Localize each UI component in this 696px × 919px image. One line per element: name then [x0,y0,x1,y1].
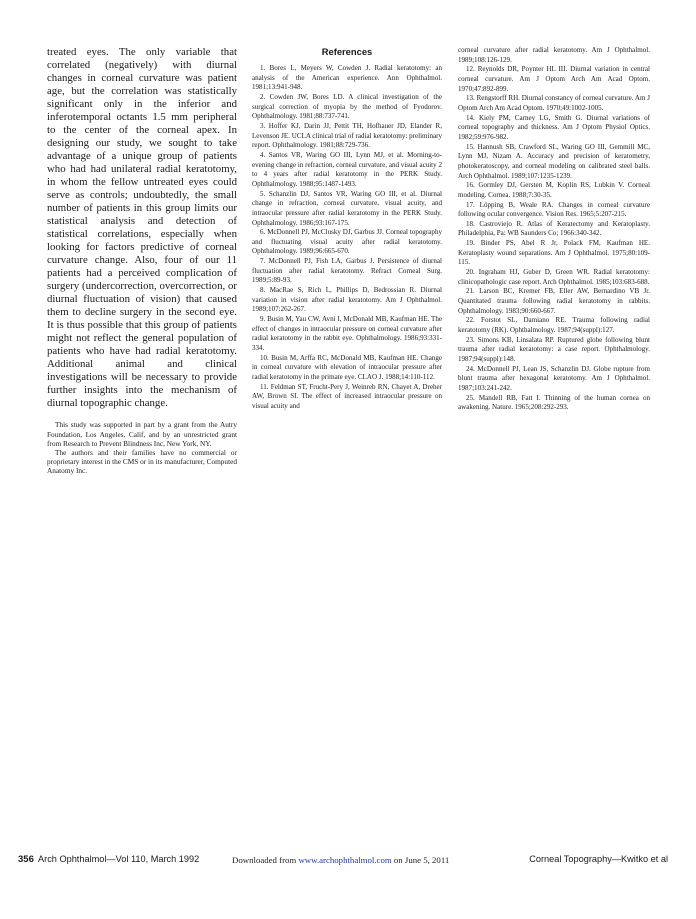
download-prefix: Downloaded from [232,855,299,865]
reference-continuation: corneal curvature after radial keratotomy. Am J Ophthalmol. 1989;108:126-129. [458,46,650,64]
references-heading: References [321,46,373,57]
reference-item: 17. Löpping B, Weale RA. Changes in corneal curvature following ocular convergence. Vision Res. 1965;5:207-215. [458,200,650,219]
journal-citation: Arch Ophthalmol—Vol 110, March 1992 [38,854,200,864]
acknowledgment-funding: This study was supported in part by a grant from the Autry Foundation, Los Angeles, Calif, and by an unrestricted grant from Research to Prevent Blindness Inc, New York, NY. [47,420,237,448]
reference-item: 6. McDonnell PJ, McClusky DJ, Garbus JJ. Corneal topography and fluctuating visual acuity after radial keratotomy. Ophthalmology. 1989;96:665-670. [252,228,442,256]
acknowledgment-disclosure: The authors and their families have no commercial or proprietary interest in the CMS or in its manufacturer, Computed Anatomy Inc. [47,448,237,476]
reference-item: 20. Ingraham HJ, Guber D, Green WR. Radial keratotomy: clinicopathologic case report. Arch Ophthalmol. 1985;103:683-688. [458,268,650,286]
reference-item: 19. Binder PS, Abel R Jr, Polack FM, Kaufman HE. Keratoplasty wound separations. Am J Ophthalmol. 1975;80:109-115. [458,239,650,267]
reference-item: 15. Hannush SB, Crawford SL, Waring GO III, Gemmill MC, Lynn MJ, Nizam A. Accuracy and precision of keratometry, photokeratoscopy, and corneal modeling on calibrated steel balls. Arch Ophthalmol. 1989;107:1235-1239. [458,142,650,180]
download-suffix: on June 5, 2011 [391,855,450,865]
reference-item: 25. Mandell RB, Fatt I. Thinning of the human cornea on awakening. Nature. 1965;208:292-293. [458,393,650,412]
reference-item: 16. Gormley DJ, Gersten M, Koplin RS, Lubkin V. Corneal modeling. Cornea. 1988;7:30-35. [458,181,650,199]
reference-item: 23. Simons KB, Linsalata RP. Ruptured globe following blunt trauma after radial keratotomy: a case report. Ophthalmology. 1987;94(suppl):148. [458,335,650,363]
reference-item: 7. McDonnell PJ, Fish LA, Garbus J. Persistence of diurnal fluctuation after radial keratotomy. Refract Corneal Surg. 1989;5:89-93. [252,257,442,285]
reference-item: 22. Forstot SL, Damiano RE. Trauma following radial keratotomy (RK). Ophthalmology. 1987;94(suppl):127. [458,316,650,335]
reference-item: 9. Busin M, Yau CW, Avni I, McDonald MB, Kaufman HE. The effect of changes in intraocular pressure on corneal curvature after radial keratotomy in the rabbit eye. Ophthalmology. 1986;93:331-334. [252,315,442,353]
page-footer [0,853,696,867]
download-notice [232,855,449,865]
reference-item: 24. McDonnell PJ, Lean JS, Schanzlin DJ. Globe rupture from blunt trauma after hexagonal keratotomy. Am J Ophthalmol. 1987;103:241-242. [458,364,650,392]
references-column-middle [252,46,442,412]
reference-item: 10. Busin M, Arffa RC, McDonald MB, Kaufman HE. Change in corneal curvature with elevation of intraocular pressure after radial keratotomy in the primate eye. CLAO J. 1988;14:110-112. [252,353,442,381]
reference-item: 12. Reynolds DR, Poynter HL III. Diurnal variation in central corneal curvature. Am J Optom Arch Am Acad Optom. 1970;47:892-899. [458,65,650,93]
references-column-right [458,46,650,413]
page-number: 356 [18,854,34,865]
reference-item: 18. Castroviejo R. Atlas of Keratectomy and Keratoplasty. Philadelphia, Pa: WB Saunders Co; 1966:340-342. [458,219,650,238]
reference-item: 21. Larson BC, Kremer FB, Eller AW, Bernardino VB Jr. Quantitated trauma following radial keratotomy in rabbits. Ophthalmology. 1983;90:660-667. [458,287,650,315]
reference-item: 2. Cowden JW, Bores LD. A clinical investigation of the surgical correction of myopia by the method of Fyodorov. Ophthalmology. 1981;88:737-741. [252,92,442,121]
reference-item: 14. Kiely PM, Carney LG, Smith G. Diurnal variations of corneal topography and thickness. Am J Optom Physiol Optics. 1982;59:976-982. [458,113,650,141]
reference-item: 11. Feldman ST, Frucht-Pery J, Weinreb RN, Chayet A, Dreher AW, Brown SI. The effect of increased intraocular pressure on visual acuity and [252,382,442,410]
download-site-link[interactable]: www.archophthalmol.com [298,855,392,865]
reference-item: 13. Rengstorff RH. Diurnal constancy of corneal curvature. Am J Optom Arch Am Acad Optom. 1970;49:1002-1005. [458,94,650,112]
reference-item: 8. MacRae S, Rich L, Phillips D, Bedrossian R. Diurnal variation in vision after radial keratotomy. Am J Ophthalmol. 1989;107:262-267. [252,286,442,314]
reference-item: 3. Hoffer KJ, Darin JJ, Pettit TH, Hofhauer JD, Elander R, Levenson JE. UCLA clinical trial of radial keratotomy: preliminary report. Ophthalmology. 1981;88:729-736. [252,121,443,150]
reference-item: 5. Schanzlin DJ, Santos VR, Waring GO III, et al. Diurnal change in refraction, corneal curvature, visual acuity, and intraocular pressure after radial keratotomy in the PERK Study. Ophthalmology. 1986;93:167-175. [252,189,442,227]
reference-item: 4. Santos VR, Waring GO III, Lynn MJ, et al. Morning-to-evening change in refraction, corneal curvature, and visual acuity 2 to 4 years after radial keratotomy in the PERK Study. Ophthalmology. 1988;95:1487-1493. [252,150,442,188]
discussion-paragraph: treated eyes. The only variable that correlated (negatively) with diurnal changes in corneal curvature was patient age, but the correlation was statistically significant only in the inferior and inferotemporal octants 1.5 mm peripheral to the center of the corneal apex. In designing our study, we sought to take advantage of a unique group of patients who had had unilateral radial keratotomy, in whom the fellow untreated eyes could serve as controls; undoubtedly, the small number of patients in this group limits our statistical analysis and detection of statistical correlations, especially when looking for factors predictive of corneal curvature change. Also, four of our 11 patients had a perceived complication of surgery (undercorrection, overcorrection, or diurnal fluctuation of vision) that caused them to decline surgery in the second eye. It is thus possible that this group of patients might not reflect the general population of patients who have had radial keratotomy. Additional animal and clinical investigations will be necessary to provide further insights into the mechanism of diurnal topographic change. [47,46,237,410]
left-column [47,46,237,476]
reference-item: 1. Bores L, Meyers W, Cowden J. Radial keratotomy: an analysis of the American experience. Ann Ophthalmol. 1981;13:941-948. [252,64,442,92]
running-title: Corneal Topography—Kwitko et al [529,854,668,864]
